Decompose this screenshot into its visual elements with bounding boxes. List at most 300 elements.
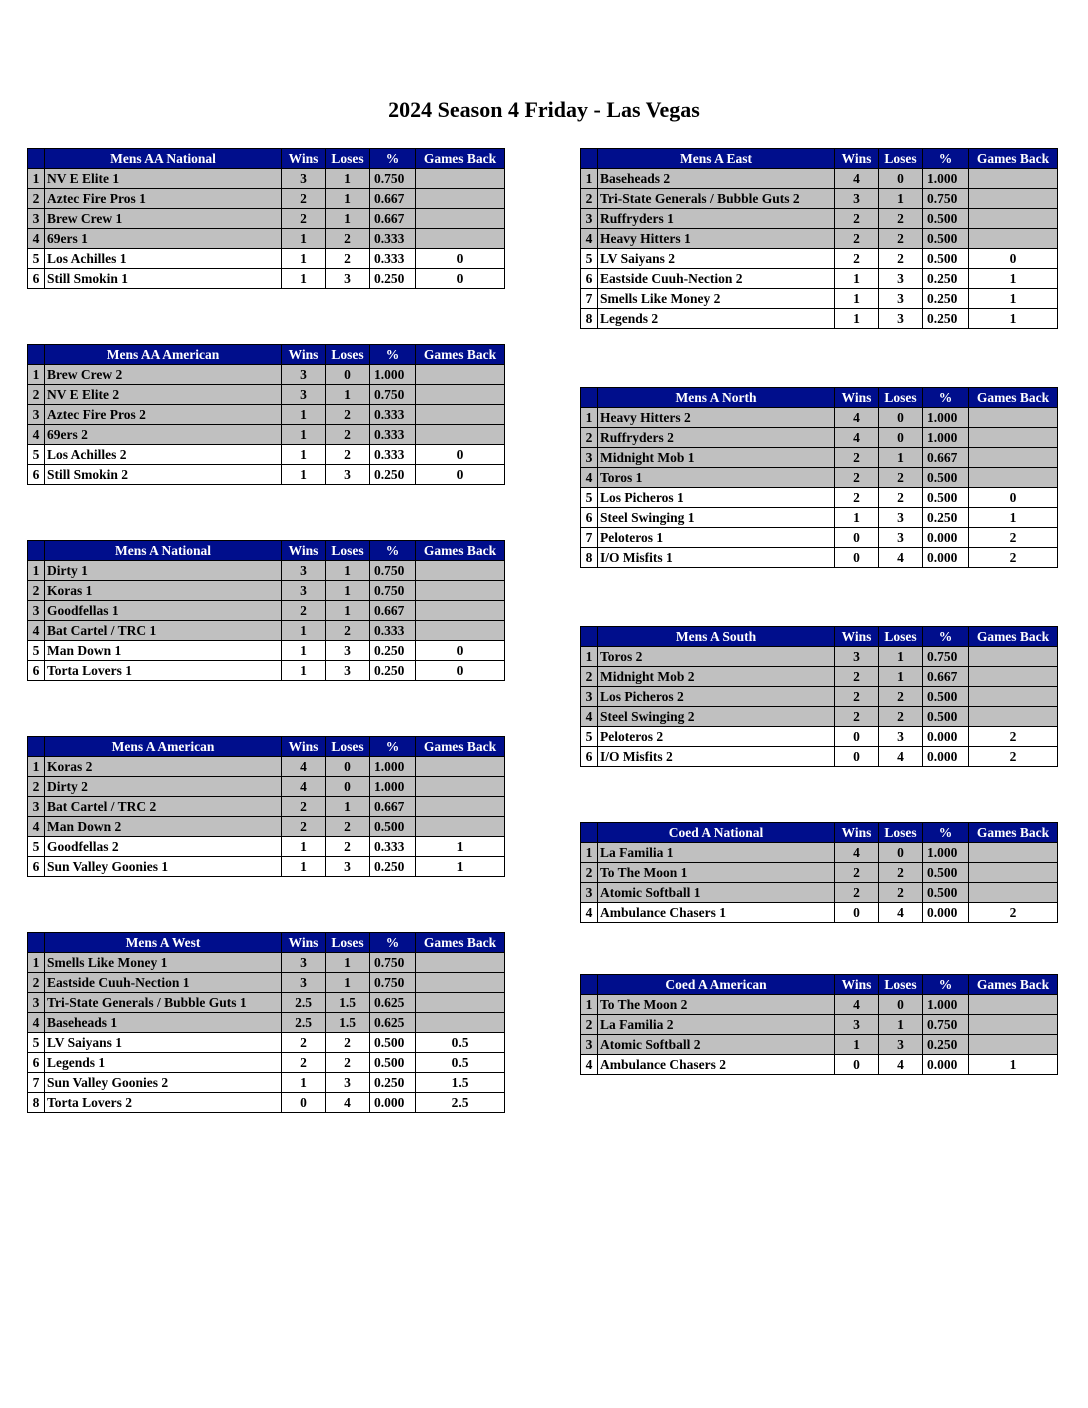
pct-cell: 0.750: [370, 953, 416, 973]
games-back-cell: 1: [416, 857, 505, 877]
games-back-cell: 0: [969, 249, 1058, 269]
header-loses: Loses: [326, 541, 370, 561]
pct-cell: 0.250: [370, 661, 416, 681]
standings-table: [27, 148, 505, 289]
pct-cell: 0.500: [923, 468, 969, 488]
standings-table: [580, 974, 1058, 1075]
standings-table: [580, 822, 1058, 923]
pct-cell: 0.000: [923, 548, 969, 568]
games-back-cell: [969, 408, 1058, 428]
pct-cell: 0.667: [923, 667, 969, 687]
table-row: [28, 269, 505, 289]
rank-cell: 2: [581, 1015, 598, 1035]
pct-cell: 0.333: [370, 837, 416, 857]
pct-cell: 0.667: [370, 189, 416, 209]
table-row: [28, 405, 505, 425]
team-name: To The Moon 1: [598, 863, 835, 883]
wins-cell: 2: [835, 488, 879, 508]
team-name: Bat Cartel / TRC 1: [45, 621, 282, 641]
header-wins: Wins: [282, 345, 326, 365]
header-loses: Loses: [326, 149, 370, 169]
table-row: [28, 641, 505, 661]
header-wins: Wins: [835, 627, 879, 647]
loses-cell: 3: [326, 269, 370, 289]
rank-cell: 1: [581, 647, 598, 667]
header-row: [28, 737, 505, 757]
table-row: [28, 249, 505, 269]
games-back-cell: [969, 995, 1058, 1015]
games-back-cell: 0: [416, 661, 505, 681]
wins-cell: 2: [835, 209, 879, 229]
team-name: LV Saiyans 1: [45, 1033, 282, 1053]
games-back-cell: 0: [416, 249, 505, 269]
loses-cell: 1: [326, 189, 370, 209]
games-back-cell: [416, 797, 505, 817]
pct-cell: 0.500: [923, 209, 969, 229]
header-pct: %: [370, 345, 416, 365]
games-back-cell: 2.5: [416, 1093, 505, 1113]
pct-cell: 1.000: [923, 408, 969, 428]
table-row: [28, 365, 505, 385]
header-loses: Loses: [326, 737, 370, 757]
wins-cell: 1: [282, 621, 326, 641]
loses-cell: 2: [326, 405, 370, 425]
pct-cell: 1.000: [370, 757, 416, 777]
games-back-cell: 2: [969, 528, 1058, 548]
table-row: [581, 468, 1058, 488]
wins-cell: 4: [282, 757, 326, 777]
pct-cell: 0.500: [923, 707, 969, 727]
wins-cell: 1: [835, 269, 879, 289]
rank-cell: 8: [581, 548, 598, 568]
loses-cell: 3: [879, 289, 923, 309]
rank-cell: 5: [581, 488, 598, 508]
games-back-cell: 0.5: [416, 1053, 505, 1073]
header-pct: %: [923, 823, 969, 843]
header-pct: %: [370, 149, 416, 169]
games-back-cell: [969, 647, 1058, 667]
pct-cell: 0.625: [370, 1013, 416, 1033]
games-back-cell: [969, 468, 1058, 488]
header-games-back: Games Back: [416, 345, 505, 365]
wins-cell: 2: [282, 797, 326, 817]
games-back-cell: [416, 973, 505, 993]
team-name: Steel Swinging 2: [598, 707, 835, 727]
loses-cell: 1: [879, 647, 923, 667]
loses-cell: 4: [879, 903, 923, 923]
rank-cell: 8: [581, 309, 598, 329]
wins-cell: 2: [282, 209, 326, 229]
wins-cell: 0: [835, 548, 879, 568]
team-name: Aztec Fire Pros 1: [45, 189, 282, 209]
division-name: Mens A National: [45, 541, 282, 561]
games-back-cell: [416, 953, 505, 973]
loses-cell: 0: [326, 757, 370, 777]
team-name: Heavy Hitters 1: [598, 229, 835, 249]
rank-cell: 2: [28, 581, 45, 601]
division-name: Mens A South: [598, 627, 835, 647]
team-name: Bat Cartel / TRC 2: [45, 797, 282, 817]
pct-cell: 0.750: [923, 189, 969, 209]
team-name: Dirty 1: [45, 561, 282, 581]
team-name: 69ers 1: [45, 229, 282, 249]
team-name: Peloteros 2: [598, 727, 835, 747]
loses-cell: 4: [879, 548, 923, 568]
team-name: Ambulance Chasers 2: [598, 1055, 835, 1075]
games-back-cell: [969, 209, 1058, 229]
team-name: Smells Like Money 1: [45, 953, 282, 973]
rank-cell: 3: [28, 797, 45, 817]
header-games-back: Games Back: [969, 975, 1058, 995]
team-name: La Familia 2: [598, 1015, 835, 1035]
header-pct: %: [370, 541, 416, 561]
games-back-cell: [969, 667, 1058, 687]
header-row: [581, 975, 1058, 995]
loses-cell: 2: [326, 229, 370, 249]
table-row: [581, 548, 1058, 568]
pct-cell: 0.750: [370, 169, 416, 189]
header-wins: Wins: [282, 933, 326, 953]
table-row: [28, 425, 505, 445]
table-row: [28, 169, 505, 189]
table-row: [28, 837, 505, 857]
loses-cell: 4: [879, 747, 923, 767]
loses-cell: 3: [879, 508, 923, 528]
wins-cell: 0: [835, 747, 879, 767]
rank-cell: 6: [28, 661, 45, 681]
team-name: Brew Crew 1: [45, 209, 282, 229]
table-row: [28, 581, 505, 601]
loses-cell: 2: [326, 817, 370, 837]
rank-cell: 1: [28, 953, 45, 973]
games-back-cell: 2: [969, 548, 1058, 568]
table-row: [581, 488, 1058, 508]
team-name: NV E Elite 2: [45, 385, 282, 405]
games-back-cell: [416, 385, 505, 405]
table-row: [28, 445, 505, 465]
rank-cell: 3: [581, 448, 598, 468]
team-name: Ruffryders 1: [598, 209, 835, 229]
games-back-cell: [416, 209, 505, 229]
loses-cell: 0: [879, 843, 923, 863]
pct-cell: 1.000: [923, 428, 969, 448]
wins-cell: 1: [835, 508, 879, 528]
team-name: Brew Crew 2: [45, 365, 282, 385]
team-name: Midnight Mob 2: [598, 667, 835, 687]
loses-cell: 4: [326, 1093, 370, 1113]
loses-cell: 1: [879, 448, 923, 468]
table-row: [581, 508, 1058, 528]
table-row: [581, 209, 1058, 229]
team-name: Tri-State Generals / Bubble Guts 2: [598, 189, 835, 209]
team-name: Steel Swinging 1: [598, 508, 835, 528]
games-back-cell: 1.5: [416, 1073, 505, 1093]
header-rank: [28, 149, 45, 169]
header-row: [28, 149, 505, 169]
table-row: [581, 687, 1058, 707]
team-name: Sun Valley Goonies 1: [45, 857, 282, 877]
rank-cell: 7: [581, 289, 598, 309]
games-back-cell: 0.5: [416, 1033, 505, 1053]
wins-cell: 1: [282, 249, 326, 269]
table-row: [28, 209, 505, 229]
table-row: [28, 993, 505, 1013]
loses-cell: 2: [879, 687, 923, 707]
pct-cell: 1.000: [923, 843, 969, 863]
wins-cell: 1: [282, 641, 326, 661]
pct-cell: 0.667: [923, 448, 969, 468]
wins-cell: 1: [282, 837, 326, 857]
header-games-back: Games Back: [416, 541, 505, 561]
header-wins: Wins: [835, 975, 879, 995]
loses-cell: 0: [879, 995, 923, 1015]
loses-cell: 0: [879, 169, 923, 189]
wins-cell: 1: [835, 1035, 879, 1055]
wins-cell: 3: [282, 973, 326, 993]
games-back-cell: [416, 1013, 505, 1033]
pct-cell: 0.333: [370, 425, 416, 445]
header-games-back: Games Back: [416, 737, 505, 757]
rank-cell: 1: [581, 843, 598, 863]
team-name: Los Picheros 1: [598, 488, 835, 508]
team-name: Goodfellas 1: [45, 601, 282, 621]
loses-cell: 2: [326, 1053, 370, 1073]
table-row: [28, 953, 505, 973]
loses-cell: 1.5: [326, 1013, 370, 1033]
rank-cell: 1: [28, 561, 45, 581]
games-back-cell: [969, 229, 1058, 249]
wins-cell: 4: [835, 428, 879, 448]
wins-cell: 0: [835, 727, 879, 747]
wins-cell: 2: [835, 249, 879, 269]
header-wins: Wins: [835, 823, 879, 843]
standings-table: [580, 387, 1058, 568]
wins-cell: 3: [835, 189, 879, 209]
rank-cell: 4: [581, 903, 598, 923]
pct-cell: 0.500: [370, 817, 416, 837]
table-row: [28, 561, 505, 581]
rank-cell: 6: [28, 857, 45, 877]
wins-cell: 3: [835, 647, 879, 667]
standings-table: [27, 540, 505, 681]
games-back-cell: [969, 1035, 1058, 1055]
pct-cell: 1.000: [370, 365, 416, 385]
pct-cell: 0.500: [923, 488, 969, 508]
wins-cell: 3: [835, 1015, 879, 1035]
wins-cell: 1: [282, 1073, 326, 1093]
team-name: Legends 2: [598, 309, 835, 329]
team-name: Legends 1: [45, 1053, 282, 1073]
games-back-cell: [416, 561, 505, 581]
pct-cell: 0.250: [923, 508, 969, 528]
games-back-cell: [416, 993, 505, 1013]
standings-table: [27, 736, 505, 877]
header-wins: Wins: [282, 149, 326, 169]
table-row: [581, 289, 1058, 309]
wins-cell: 1: [282, 405, 326, 425]
pct-cell: 0.250: [923, 1035, 969, 1055]
wins-cell: 2: [282, 817, 326, 837]
pct-cell: 0.000: [923, 747, 969, 767]
games-back-cell: [969, 428, 1058, 448]
rank-cell: 5: [28, 837, 45, 857]
team-name: La Familia 1: [598, 843, 835, 863]
header-rank: [28, 345, 45, 365]
team-name: Eastside Cuuh-Nection 2: [598, 269, 835, 289]
wins-cell: 1: [282, 425, 326, 445]
table-row: [581, 408, 1058, 428]
table-row: [581, 647, 1058, 667]
header-loses: Loses: [879, 975, 923, 995]
loses-cell: 2: [326, 425, 370, 445]
table-row: [28, 973, 505, 993]
wins-cell: 4: [835, 408, 879, 428]
loses-cell: 1: [326, 581, 370, 601]
games-back-cell: 0: [416, 445, 505, 465]
games-back-cell: [969, 1015, 1058, 1035]
header-pct: %: [923, 149, 969, 169]
team-name: Toros 1: [598, 468, 835, 488]
rank-cell: 4: [28, 817, 45, 837]
rank-cell: 5: [28, 1033, 45, 1053]
games-back-cell: [416, 189, 505, 209]
rank-cell: 5: [28, 641, 45, 661]
division-name: Mens A North: [598, 388, 835, 408]
loses-cell: 3: [879, 528, 923, 548]
header-games-back: Games Back: [969, 627, 1058, 647]
team-name: Man Down 1: [45, 641, 282, 661]
team-name: Baseheads 2: [598, 169, 835, 189]
loses-cell: 1.5: [326, 993, 370, 1013]
loses-cell: 1: [326, 561, 370, 581]
loses-cell: 0: [326, 777, 370, 797]
rank-cell: 4: [28, 1013, 45, 1033]
wins-cell: 1: [282, 857, 326, 877]
wins-cell: 2: [282, 189, 326, 209]
loses-cell: 0: [879, 408, 923, 428]
wins-cell: 1: [282, 269, 326, 289]
pct-cell: 0.250: [370, 1073, 416, 1093]
loses-cell: 4: [879, 1055, 923, 1075]
wins-cell: 2: [835, 448, 879, 468]
wins-cell: 1: [282, 465, 326, 485]
games-back-cell: [416, 757, 505, 777]
team-name: Atomic Softball 1: [598, 883, 835, 903]
loses-cell: 1: [879, 1015, 923, 1035]
games-back-cell: [969, 448, 1058, 468]
loses-cell: 2: [326, 621, 370, 641]
pct-cell: 0.750: [370, 973, 416, 993]
loses-cell: 2: [879, 883, 923, 903]
table-row: [581, 448, 1058, 468]
wins-cell: 2: [282, 1033, 326, 1053]
team-name: Torta Lovers 2: [45, 1093, 282, 1113]
games-back-cell: 1: [969, 289, 1058, 309]
division-name: Mens AA National: [45, 149, 282, 169]
wins-cell: 3: [282, 561, 326, 581]
loses-cell: 2: [879, 249, 923, 269]
wins-cell: 4: [282, 777, 326, 797]
rank-cell: 3: [581, 883, 598, 903]
header-rank: [581, 823, 598, 843]
team-name: To The Moon 2: [598, 995, 835, 1015]
loses-cell: 2: [326, 445, 370, 465]
games-back-cell: 1: [969, 269, 1058, 289]
wins-cell: 0: [282, 1093, 326, 1113]
pct-cell: 0.750: [370, 561, 416, 581]
team-name: Aztec Fire Pros 2: [45, 405, 282, 425]
header-wins: Wins: [835, 149, 879, 169]
header-pct: %: [923, 627, 969, 647]
loses-cell: 1: [879, 189, 923, 209]
pct-cell: 0.333: [370, 249, 416, 269]
wins-cell: 2: [835, 468, 879, 488]
table-row: [581, 428, 1058, 448]
table-row: [28, 777, 505, 797]
pct-cell: 0.500: [923, 229, 969, 249]
loses-cell: 1: [326, 169, 370, 189]
wins-cell: 1: [282, 445, 326, 465]
rank-cell: 4: [28, 229, 45, 249]
wins-cell: 2.5: [282, 993, 326, 1013]
pct-cell: 0.500: [370, 1033, 416, 1053]
header-loses: Loses: [326, 345, 370, 365]
games-back-cell: [969, 687, 1058, 707]
team-name: Koras 1: [45, 581, 282, 601]
table-row: [28, 601, 505, 621]
loses-cell: 1: [326, 385, 370, 405]
games-back-cell: [416, 621, 505, 641]
rank-cell: 6: [28, 465, 45, 485]
page-title: 2024 Season 4 Friday - Las Vegas: [388, 97, 700, 122]
rank-cell: 5: [28, 249, 45, 269]
games-back-cell: [969, 189, 1058, 209]
pct-cell: 0.500: [923, 863, 969, 883]
table-row: [581, 528, 1058, 548]
rank-cell: 4: [28, 425, 45, 445]
table-row: [581, 249, 1058, 269]
pct-cell: 0.000: [923, 727, 969, 747]
rank-cell: 1: [581, 995, 598, 1015]
table-row: [28, 817, 505, 837]
table-row: [28, 1093, 505, 1113]
loses-cell: 2: [879, 707, 923, 727]
games-back-cell: [416, 169, 505, 189]
games-back-cell: [969, 707, 1058, 727]
games-back-cell: [416, 817, 505, 837]
rank-cell: 2: [581, 428, 598, 448]
table-row: [28, 661, 505, 681]
rank-cell: 3: [28, 993, 45, 1013]
division-name: Mens A East: [598, 149, 835, 169]
table-row: [581, 903, 1058, 923]
header-pct: %: [370, 933, 416, 953]
table-row: [581, 667, 1058, 687]
loses-cell: 1: [326, 797, 370, 817]
games-back-cell: 1: [969, 508, 1058, 528]
pct-cell: 0.250: [370, 269, 416, 289]
wins-cell: 0: [835, 528, 879, 548]
rank-cell: 4: [581, 229, 598, 249]
table-row: [28, 1033, 505, 1053]
table-row: [581, 169, 1058, 189]
table-row: [581, 883, 1058, 903]
rank-cell: 7: [28, 1073, 45, 1093]
team-name: Smells Like Money 2: [598, 289, 835, 309]
team-name: Sun Valley Goonies 2: [45, 1073, 282, 1093]
team-name: Los Picheros 2: [598, 687, 835, 707]
team-name: Torta Lovers 1: [45, 661, 282, 681]
